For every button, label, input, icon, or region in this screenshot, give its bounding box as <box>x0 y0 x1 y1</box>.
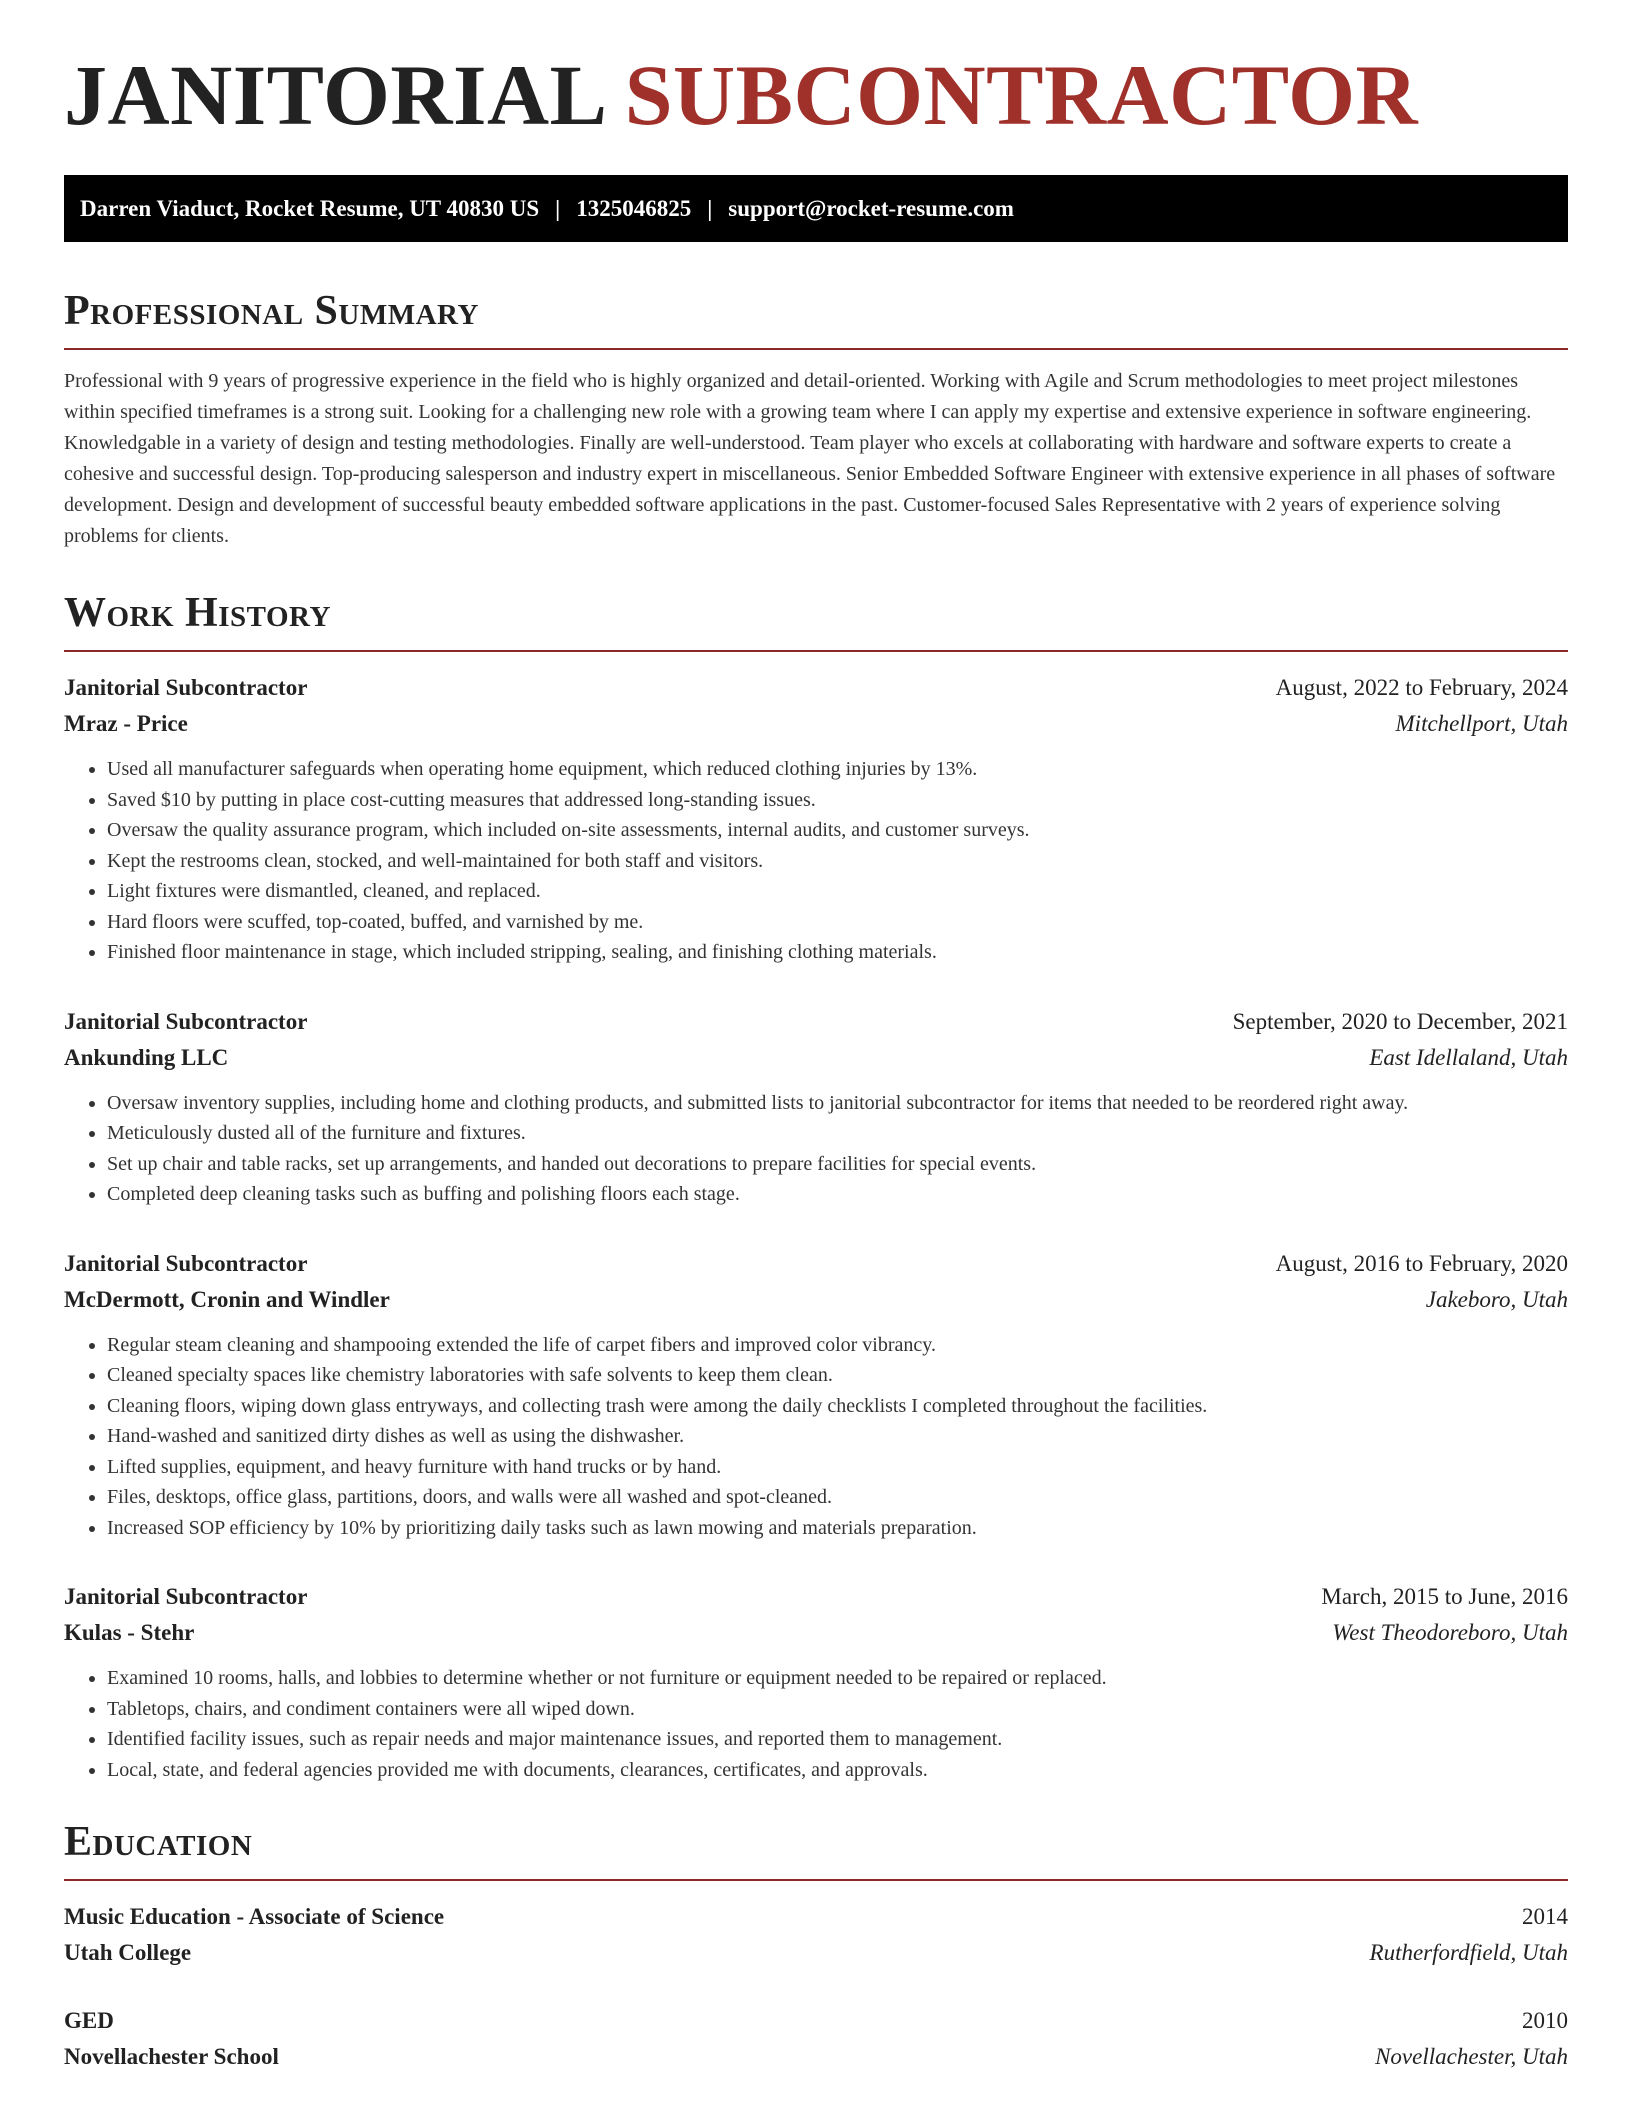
job-company-row <box>64 706 1568 742</box>
job-bullet: • Hard floors were scuffed, top-coated, buffed, and varnished by me. <box>107 907 1568 938</box>
title-second-word: SUBCONTRACTOR <box>624 47 1419 143</box>
job-location: Jakeboro, Utah <box>1425 1286 1568 1312</box>
education-location: Rutherfordfield, Utah <box>1369 1940 1568 1965</box>
contact-bar <box>64 175 1568 242</box>
job-title: Janitorial Subcontractor <box>64 1008 308 1034</box>
contact-separator: | <box>555 195 561 221</box>
job-bullets <box>64 754 1568 968</box>
job-bullet: • Set up chair and table racks, set up arrangements, and handed out decorations to prepare facilities for special events. <box>107 1149 1568 1180</box>
job-company: Mraz - Price <box>64 711 188 736</box>
job-location: East Idellaland, Utah <box>1369 1044 1568 1070</box>
job-entry <box>64 1004 1568 1210</box>
job-entry <box>64 1579 1568 1785</box>
job-bullets <box>64 1088 1568 1210</box>
job-title: Janitorial Subcontractor <box>64 1250 308 1276</box>
contact-phone: 1325046825 <box>576 195 692 221</box>
job-title: Janitorial Subcontractor <box>64 1584 308 1609</box>
job-dates: September, 2020 to December, 2021 <box>1232 1008 1568 1034</box>
education-year: 2010 <box>1522 2008 1568 2033</box>
job-dates: August, 2016 to February, 2020 <box>1275 1250 1568 1276</box>
job-bullet: • Meticulously dusted all of the furniture and fixtures. <box>107 1118 1568 1149</box>
job-dates: March, 2015 to June, 2016 <box>1321 1584 1568 1609</box>
job-bullet: • Oversaw the quality assurance program, which included on-site assessments, internal audits, and customer surveys. <box>107 815 1568 846</box>
education-school: Novellachester School <box>64 2044 279 2069</box>
education-degree: Music Education - Associate of Science <box>64 1904 445 1929</box>
summary-section <box>64 290 1568 552</box>
education-header-row <box>64 2003 1568 2039</box>
job-bullet: • Tabletops, chairs, and condiment containers were all wiped down. <box>107 1694 1568 1725</box>
education-entry <box>64 1899 1568 1971</box>
job-header-row <box>64 670 1568 706</box>
job-bullet: • Local, state, and federal agencies provided me with documents, clearances, certificates, and approvals. <box>107 1755 1568 1786</box>
job-company: McDermott, Cronin and Windler <box>64 1286 390 1312</box>
job-bullet: • Increased SOP efficiency by 10% by prioritizing daily tasks such as lawn mowing and materials preparation. <box>107 1513 1568 1544</box>
job-entry <box>64 1246 1568 1544</box>
job-company-row <box>64 1615 1568 1651</box>
job-bullet: • Cleaning floors, wiping down glass entryways, and collecting trash were among the daily checklists I completed throughout the facilities. <box>107 1391 1568 1422</box>
job-company-row <box>64 1040 1568 1076</box>
education-school: Utah College <box>64 1940 192 1965</box>
resume-title <box>64 47 1568 143</box>
job-header-row <box>64 1246 1568 1282</box>
contact-separator: | <box>707 195 713 221</box>
job-bullets <box>64 1330 1568 1544</box>
job-dates: August, 2022 to February, 2024 <box>1275 675 1568 700</box>
title-first-word: JANITORIAL <box>64 47 603 143</box>
job-bullet: • Files, desktops, office glass, partitions, doors, and walls were all washed and spot-cleaned. <box>107 1482 1568 1513</box>
job-bullet: • Saved $10 by putting in place cost-cutting measures that addressed long-standing issues. <box>107 785 1568 816</box>
job-bullet: • Cleaned specialty spaces like chemistry laboratories with safe solvents to keep them clean. <box>107 1360 1568 1391</box>
summary-heading: Professional Summary <box>64 288 479 334</box>
job-bullet: • Light fixtures were dismantled, cleaned, and replaced. <box>107 876 1568 907</box>
contact-email: support@rocket-resume.com <box>728 195 1014 221</box>
education-year: 2014 <box>1522 1904 1568 1929</box>
education-section <box>64 1821 1568 2075</box>
education-school-row <box>64 1935 1568 1971</box>
job-header-row <box>64 1004 1568 1040</box>
job-bullet: • Identified facility issues, such as repair needs and major maintenance issues, and reported them to management. <box>107 1724 1568 1755</box>
education-header-row <box>64 1899 1568 1935</box>
contact-address: Darren Viaduct, Rocket Resume, UT 40830 US <box>80 195 540 221</box>
job-header-row <box>64 1579 1568 1615</box>
job-location: West Theodoreboro, Utah <box>1332 1620 1568 1645</box>
job-bullet: • Finished floor maintenance in stage, which included stripping, sealing, and finishing clothing materials. <box>107 937 1568 968</box>
job-bullet: • Kept the restrooms clean, stocked, and well-maintained for both staff and visitors. <box>107 846 1568 877</box>
job-company: Ankunding LLC <box>64 1044 229 1070</box>
job-location: Mitchellport, Utah <box>1395 711 1568 736</box>
section-divider <box>64 348 1568 350</box>
section-divider <box>64 650 1568 652</box>
section-divider <box>64 1879 1568 1881</box>
job-title: Janitorial Subcontractor <box>64 675 308 700</box>
job-company-row <box>64 1282 1568 1318</box>
job-bullet: • Oversaw inventory supplies, including home and clothing products, and submitted lists to janitorial subcontractor for items that needed to be reordered right away. <box>107 1088 1568 1119</box>
job-bullets <box>64 1663 1568 1785</box>
job-entry <box>64 670 1568 968</box>
summary-text: Professional with 9 years of progressive experience in the field who is highly organized and detail-oriented. Working with Agile and Scrum methodologies to meet project milestones within specified timeframes is a strong suit. Looking for a challenging new role with a growing team where I can apply my expertise and extensive experience in software engineering. Knowledgable in a variety of design and testing methodologies. Finally are well-understood. Team player who excels at collaborating with hardware and software experts to create a cohesive and successful design. Top-producing salesperson and industry expert in miscellaneous. Senior Embedded Software Engineer with extensive experience in all phases of software development. Design and development of successful beauty embedded software applications in the past. Customer-focused Sales Representative with 2 years of experience solving problems for clients. <box>64 370 1556 547</box>
work-history-section <box>64 592 1568 1785</box>
job-bullet: • Completed deep cleaning tasks such as buffing and polishing floors each stage. <box>107 1179 1568 1210</box>
job-bullet: • Regular steam cleaning and shampooing extended the life of carpet fibers and improved color vibrancy. <box>107 1330 1568 1361</box>
education-location: Novellachester, Utah <box>1375 2044 1568 2069</box>
job-bullet: • Lifted supplies, equipment, and heavy furniture with hand trucks or by hand. <box>107 1452 1568 1483</box>
education-entry <box>64 2003 1568 2075</box>
education-heading: Education <box>64 1819 253 1865</box>
job-bullet: • Examined 10 rooms, halls, and lobbies to determine whether or not furniture or equipment needed to be repaired or replaced. <box>107 1663 1568 1694</box>
job-company: Kulas - Stehr <box>64 1620 195 1645</box>
job-bullet: • Used all manufacturer safeguards when operating home equipment, which reduced clothing injuries by 13%. <box>107 754 1568 785</box>
education-degree: GED <box>64 2008 114 2033</box>
education-school-row <box>64 2039 1568 2075</box>
job-bullet: • Hand-washed and sanitized dirty dishes as well as using the dishwasher. <box>107 1421 1568 1452</box>
work-history-heading: Work History <box>64 590 331 636</box>
